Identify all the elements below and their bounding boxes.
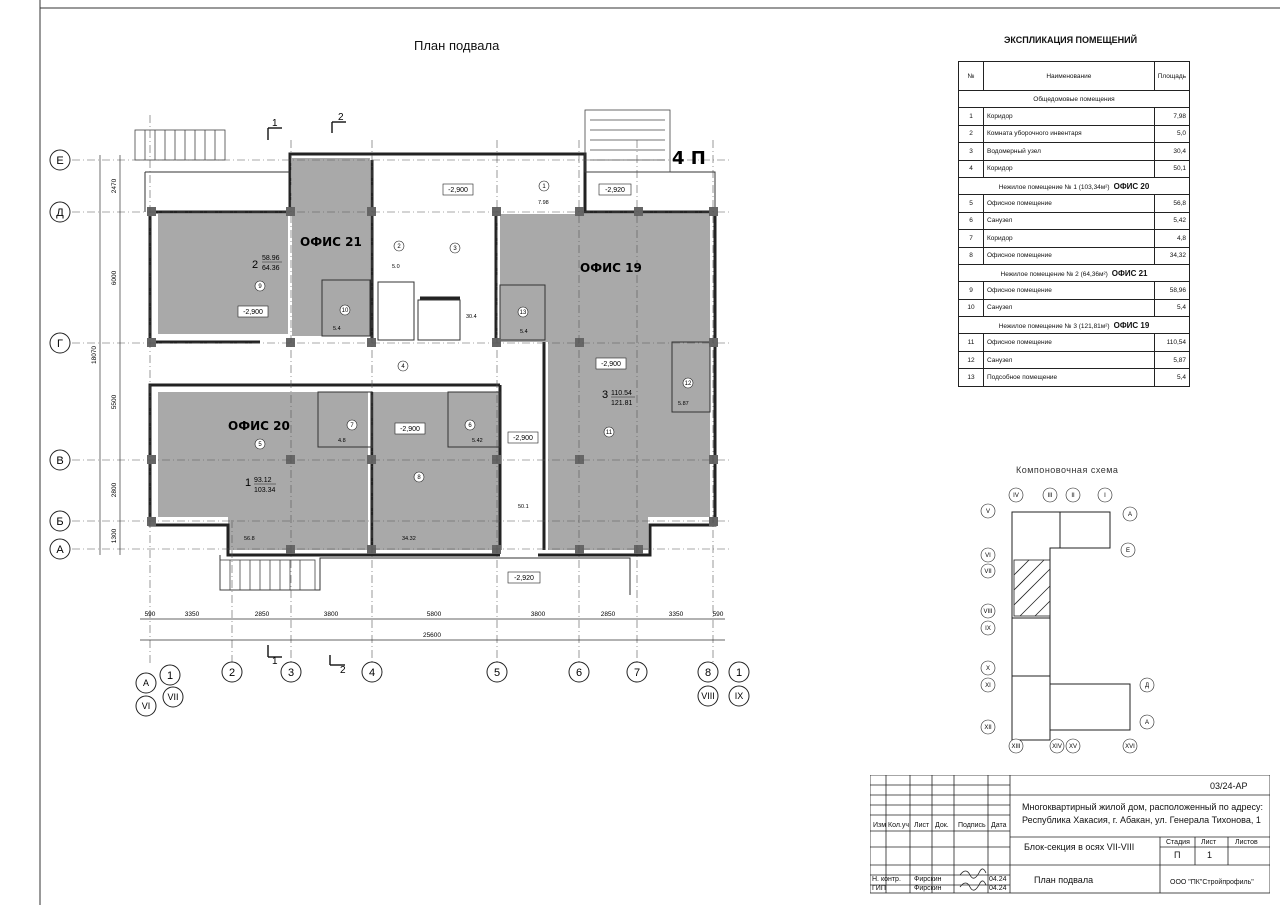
group-tag: ОФИС 19 bbox=[1113, 320, 1150, 330]
scheme-label: XI bbox=[985, 683, 991, 689]
organization: ООО "ПК"Стройпрофиль" bbox=[1170, 879, 1254, 886]
block-name: Блок-секция в осях VII-VIII bbox=[1024, 842, 1135, 852]
area-small: 4.8 bbox=[338, 438, 346, 444]
date-1: 04.24 bbox=[989, 876, 1007, 883]
area-small: 5.87 bbox=[678, 401, 689, 407]
scheme-label: VI bbox=[985, 553, 991, 559]
role-1: Н. контр. bbox=[872, 876, 901, 883]
sheet-header: Лист bbox=[1201, 839, 1217, 846]
scheme-label: V bbox=[985, 509, 991, 515]
dim-label: 3350 bbox=[668, 611, 684, 618]
axis-letter: Е bbox=[56, 155, 64, 167]
sheet-name: План подвала bbox=[1034, 875, 1094, 885]
table-row bbox=[959, 351, 1190, 368]
scheme-label: A bbox=[1127, 512, 1133, 518]
group-cell bbox=[959, 264, 1190, 281]
level-mark: -2,900 bbox=[243, 309, 263, 316]
office-20-top-fill bbox=[158, 392, 368, 517]
office-label: ОФИС 21 bbox=[300, 235, 362, 249]
level-mark: -2,900 bbox=[513, 435, 533, 442]
group-cell bbox=[959, 177, 1190, 194]
axis-numbers bbox=[167, 667, 742, 682]
axis-number: 4 bbox=[368, 667, 376, 679]
table-group-row bbox=[959, 264, 1190, 281]
scheme-label: XIV bbox=[1052, 744, 1062, 750]
area-small: 5.4 bbox=[520, 329, 528, 335]
axis-number: 2 bbox=[228, 667, 236, 679]
scheme-label: VII bbox=[984, 569, 992, 575]
room-number-cell: 2 bbox=[959, 125, 984, 142]
axis-number: 1 bbox=[735, 667, 743, 679]
dim-label: 5500 bbox=[111, 394, 118, 410]
room-number-cell: 10 bbox=[959, 299, 984, 316]
dim-label: 5800 bbox=[426, 611, 442, 618]
axis-number: 5 bbox=[493, 667, 501, 679]
layout-scheme bbox=[1012, 512, 1133, 740]
area-small: 34.32 bbox=[402, 536, 416, 542]
project-code: 03/24-АР bbox=[1210, 781, 1248, 791]
col-doc: Док. bbox=[935, 822, 949, 829]
area-small: 56.8 bbox=[244, 536, 255, 542]
section-label: 2 bbox=[338, 112, 344, 123]
room-mark: 3 bbox=[602, 389, 609, 401]
room-area-cell: 7,98 bbox=[1154, 108, 1189, 125]
scheme-label: XII bbox=[984, 725, 992, 731]
table-group-row bbox=[959, 317, 1190, 334]
axis-bubbles-bottom bbox=[136, 662, 749, 716]
axis-roman bbox=[142, 678, 744, 711]
area-small: 5.0 bbox=[392, 264, 400, 270]
scheme-label: X bbox=[985, 666, 991, 672]
room-name-cell: Офисное помещение bbox=[984, 247, 1155, 264]
room-area-cell: 4,8 bbox=[1154, 230, 1189, 247]
scheme-labels bbox=[983, 493, 1149, 750]
room-number: 13 bbox=[519, 310, 527, 316]
table-row bbox=[959, 299, 1190, 316]
scheme-label: XVI bbox=[1125, 744, 1135, 750]
room-area-cell: 34,32 bbox=[1154, 247, 1189, 264]
col-sign: Подпись bbox=[958, 822, 986, 829]
room-number: 10 bbox=[341, 308, 349, 314]
room-number: 1 bbox=[542, 184, 546, 190]
room-area-cell: 58,96 bbox=[1154, 282, 1189, 299]
axis-roman-label: А bbox=[142, 678, 150, 688]
axis-letter: А bbox=[56, 544, 64, 556]
table-row bbox=[959, 247, 1190, 264]
axis-letter: В bbox=[56, 455, 64, 467]
room-number: 3 bbox=[453, 246, 457, 252]
group-tag: ОФИС 20 bbox=[1113, 181, 1150, 191]
table-row bbox=[959, 212, 1190, 229]
room-area-cell: 5,42 bbox=[1154, 212, 1189, 229]
room-number-cell: 1 bbox=[959, 108, 984, 125]
axis-roman-label: VII bbox=[167, 692, 179, 702]
room-mark: 1 bbox=[245, 477, 252, 489]
area-a: 110.54 bbox=[611, 390, 632, 397]
scheme-label: I bbox=[1104, 493, 1106, 499]
dim-label: 3350 bbox=[184, 611, 200, 618]
room-number: 6 bbox=[468, 423, 472, 429]
dim-total: 25600 bbox=[422, 632, 442, 639]
room-name-cell: Санузел bbox=[984, 212, 1155, 229]
layout-scheme-hatch bbox=[1014, 560, 1050, 616]
room-number: 7 bbox=[350, 423, 354, 429]
group-cell bbox=[959, 91, 1190, 108]
room-number-cell: 4 bbox=[959, 160, 984, 177]
role-2: ГИП bbox=[872, 885, 886, 892]
room-name-cell: Офисное помещение bbox=[984, 334, 1155, 351]
room-name-cell: Подсобное помещение bbox=[984, 369, 1155, 386]
level-mark: -2,900 bbox=[400, 426, 420, 433]
room-name-cell: Коридор bbox=[984, 108, 1155, 125]
room-number: 9 bbox=[258, 284, 262, 290]
table-row bbox=[959, 125, 1190, 142]
area-small: 50.1 bbox=[518, 504, 529, 510]
section-label: 1 bbox=[272, 118, 278, 129]
room-name-cell: Водомерный узел bbox=[984, 143, 1155, 160]
office-21-left-fill bbox=[158, 214, 288, 334]
area-a: 58.96 bbox=[262, 255, 280, 262]
dim-label: 3800 bbox=[323, 611, 339, 618]
axis-roman-label: VIII bbox=[701, 691, 715, 701]
level-mark: -2,900 bbox=[601, 361, 621, 368]
scheme-label: XIII bbox=[1011, 744, 1021, 750]
dim-left-total: 18070 bbox=[91, 345, 98, 365]
stage-header: Стадия bbox=[1166, 839, 1190, 846]
axis-letter: Г bbox=[57, 338, 63, 350]
scheme-label: A bbox=[1144, 720, 1150, 726]
axis-letter: Д bbox=[56, 207, 64, 219]
room-number: 2 bbox=[397, 244, 401, 250]
sheets-header: Листов bbox=[1235, 839, 1258, 846]
axis-number: 1 bbox=[166, 670, 174, 682]
name-1: Фирскин bbox=[914, 876, 942, 883]
sheet-value: 1 bbox=[1207, 850, 1213, 860]
level-mark: -2,920 bbox=[514, 575, 534, 582]
table-group-row bbox=[959, 177, 1190, 194]
col-date: Дата bbox=[991, 822, 1007, 829]
room-area-cell: 110,54 bbox=[1154, 334, 1189, 351]
level-mark: -2,900 bbox=[448, 187, 468, 194]
office-label: ОФИС 20 bbox=[228, 419, 290, 433]
office-label: ОФИС 19 bbox=[580, 261, 642, 275]
dim-label: 2800 bbox=[111, 482, 118, 498]
table-row bbox=[959, 108, 1190, 125]
room-number: 4 bbox=[401, 364, 405, 370]
room-number-cell: 7 bbox=[959, 230, 984, 247]
scheme-title: Компоновочная схема bbox=[1016, 465, 1119, 475]
room-number-cell: 6 bbox=[959, 212, 984, 229]
title-block bbox=[870, 775, 1270, 895]
table-row bbox=[959, 282, 1190, 299]
scheme-label: Д bbox=[1144, 683, 1150, 689]
dim-label: 590 bbox=[144, 611, 156, 618]
room-number-cell: 5 bbox=[959, 195, 984, 212]
area-small: 7.98 bbox=[538, 200, 549, 206]
axis-number: 6 bbox=[575, 667, 583, 679]
office-20-bottom-fill bbox=[228, 517, 368, 550]
room-mark: 2 bbox=[252, 259, 259, 271]
area-small: 30.4 bbox=[466, 314, 477, 320]
area-b: 121.81 bbox=[611, 400, 633, 407]
signature-1 bbox=[960, 869, 986, 878]
room-area-cell: 5,4 bbox=[1154, 299, 1189, 316]
area-b: 64.36 bbox=[262, 265, 280, 272]
scheme-label: IX bbox=[985, 626, 991, 632]
group-title: Нежилое помещение № 3 (121,81м²) bbox=[998, 322, 1110, 330]
group-title: Нежилое помещение № 2 (64,36м²) bbox=[1000, 270, 1108, 278]
axis-letters bbox=[56, 155, 64, 556]
level-mark: -2,920 bbox=[605, 187, 625, 194]
room-area-cell: 30,4 bbox=[1154, 143, 1189, 160]
table-row bbox=[959, 230, 1190, 247]
area-small: 5.4 bbox=[333, 326, 341, 332]
office-20-right-fill bbox=[374, 392, 499, 550]
scheme-label: IV bbox=[1013, 493, 1019, 499]
axis-number: 3 bbox=[287, 667, 295, 679]
room-number: 11 bbox=[605, 430, 613, 436]
table-row bbox=[959, 160, 1190, 177]
axis-roman-label: VI bbox=[141, 701, 151, 711]
table-row bbox=[959, 195, 1190, 212]
col-list: Лист bbox=[914, 822, 930, 829]
dim-label: 6000 bbox=[111, 270, 118, 286]
room-number-cell: 8 bbox=[959, 247, 984, 264]
col-header: Площадь bbox=[1154, 62, 1189, 91]
date-2: 04.24 bbox=[989, 885, 1007, 892]
scheme-label: VIII bbox=[983, 609, 993, 615]
room-name-cell: Санузел bbox=[984, 299, 1155, 316]
area-a: 93.12 bbox=[254, 477, 272, 484]
col-header: Наименование bbox=[984, 62, 1155, 91]
scheme-label: III bbox=[1047, 493, 1053, 499]
room-number-cell: 9 bbox=[959, 282, 984, 299]
table-group-row bbox=[959, 91, 1190, 108]
dim-label: 2470 bbox=[111, 178, 118, 194]
group-cell bbox=[959, 317, 1190, 334]
table-row bbox=[959, 369, 1190, 386]
name-2: Фирскин bbox=[914, 885, 942, 892]
plan-title: План подвала bbox=[414, 38, 500, 53]
dim-label: 2850 bbox=[254, 611, 270, 618]
room-name-cell: Офисное помещение bbox=[984, 282, 1155, 299]
office-19-top-fill bbox=[500, 214, 710, 342]
room-number-cell: 11 bbox=[959, 334, 984, 351]
office-fills bbox=[158, 158, 710, 550]
group-title: Общедомовые помещения bbox=[1033, 95, 1115, 103]
axis-number: 8 bbox=[704, 667, 712, 679]
table-header-row bbox=[959, 62, 1190, 91]
stage-value: П bbox=[1174, 850, 1181, 860]
dim-label: 1300 bbox=[111, 528, 118, 544]
dims-left bbox=[91, 178, 118, 543]
room-name-cell: Офисное помещение bbox=[984, 195, 1155, 212]
axis-letter: Б bbox=[56, 516, 64, 528]
signature-2 bbox=[960, 881, 986, 890]
room-area-cell: 56,8 bbox=[1154, 195, 1189, 212]
axis-number: 7 bbox=[633, 667, 641, 679]
room-name-cell: Санузел bbox=[984, 351, 1155, 368]
room-area-cell: 5,87 bbox=[1154, 351, 1189, 368]
explication-title: ЭКСПЛИКАЦИЯ ПОМЕЩЕНИЙ bbox=[1004, 35, 1138, 45]
room-number: 8 bbox=[417, 475, 421, 481]
project-address: Республика Хакасия, г. Абакан, ул. Генерала Тихонова, 1 bbox=[1022, 815, 1261, 825]
room-number: 12 bbox=[684, 381, 692, 387]
office-19-main-fill bbox=[548, 342, 710, 517]
room-area-cell: 50,1 bbox=[1154, 160, 1189, 177]
room-area-cell: 5,0 bbox=[1154, 125, 1189, 142]
scheme-label: II bbox=[1071, 493, 1075, 499]
axis-roman-label: IX bbox=[734, 691, 744, 701]
area-small: 5.42 bbox=[472, 438, 483, 444]
scheme-bubbles bbox=[981, 488, 1154, 753]
col-header: № bbox=[959, 62, 984, 91]
section-label: 2 bbox=[340, 665, 346, 676]
room-number: 5 bbox=[258, 442, 262, 448]
group-tag: ОФИС 21 bbox=[1111, 268, 1148, 278]
dim-label: 2850 bbox=[600, 611, 616, 618]
room-number-cell: 13 bbox=[959, 369, 984, 386]
table-row bbox=[959, 334, 1190, 351]
col-izm: Изм bbox=[873, 822, 887, 829]
explication-table bbox=[958, 61, 1190, 387]
room-name-cell: Комната уборочного инвентаря bbox=[984, 125, 1155, 142]
room-name-cell: Коридор bbox=[984, 230, 1155, 247]
table-row bbox=[959, 143, 1190, 160]
scheme-label: E bbox=[1125, 548, 1131, 554]
room-area-cell: 5,4 bbox=[1154, 369, 1189, 386]
dim-label: 590 bbox=[712, 611, 724, 618]
col-kol: Кол.уч bbox=[888, 822, 909, 829]
area-b: 103.34 bbox=[254, 487, 276, 494]
project-name: Многоквартирный жилой дом, расположенный по адресу: bbox=[1022, 802, 1264, 812]
dim-label: 3800 bbox=[530, 611, 546, 618]
room-number-cell: 12 bbox=[959, 351, 984, 368]
office-19-bottom-fill bbox=[548, 517, 648, 550]
room-number-cell: 3 bbox=[959, 143, 984, 160]
group-title: Нежилое помещение № 1 (103,34м²) bbox=[998, 183, 1110, 191]
section-label: 1 bbox=[272, 656, 278, 667]
section-badge: 4 П bbox=[672, 148, 706, 169]
room-name-cell: Коридор bbox=[984, 160, 1155, 177]
scheme-label: XV bbox=[1068, 744, 1078, 750]
